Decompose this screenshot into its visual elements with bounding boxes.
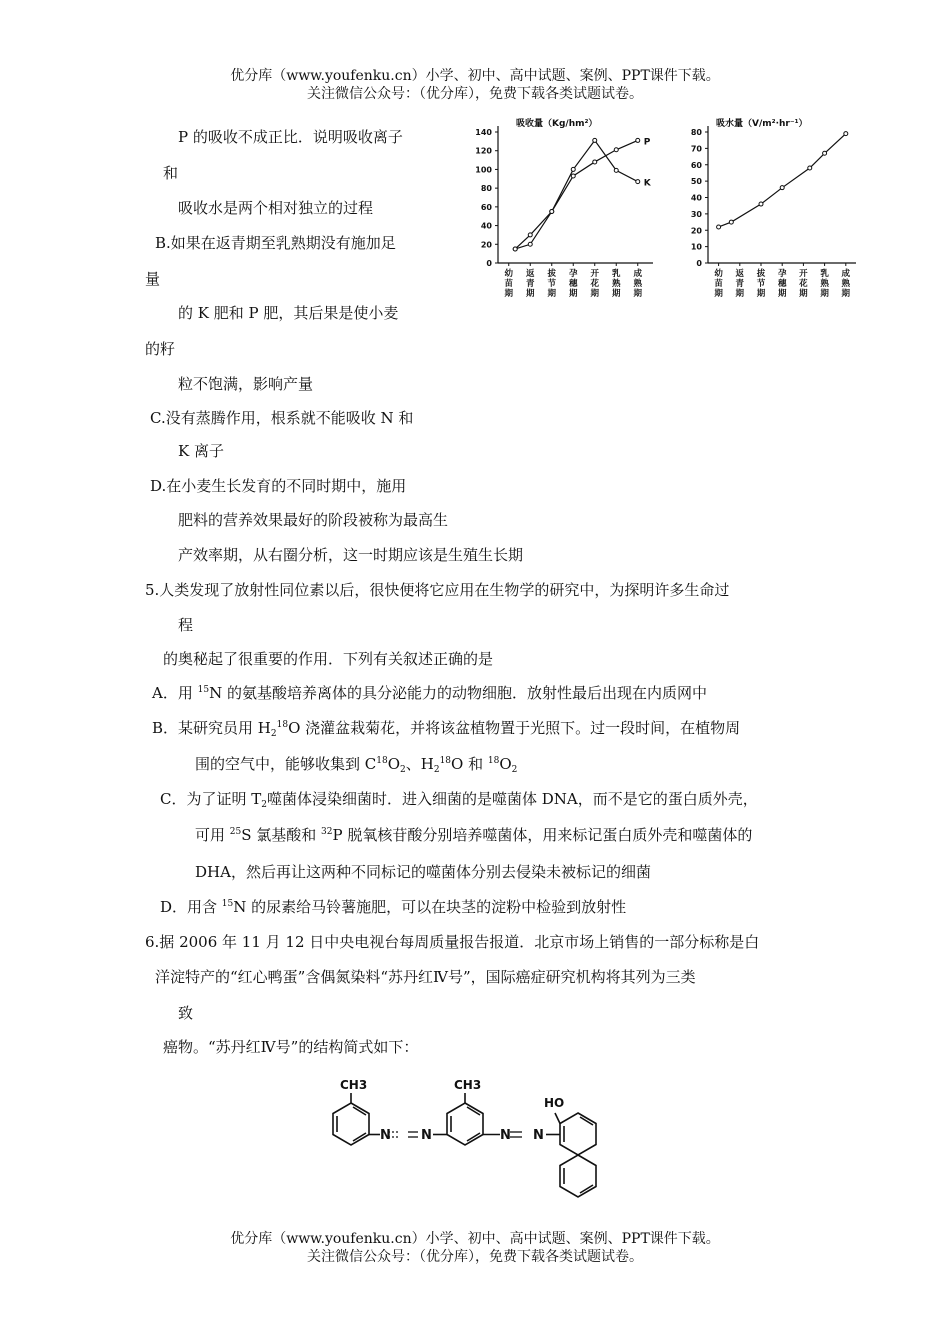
q6-stem-line-1: 6.据 2006 年 11 月 12 日中央电视台每周质量报告报道．北京市场上销售的一部分标称是白 [145, 933, 760, 951]
q4-option-d-line-1: D.在小麦生长发育的不同时期中，施用 [150, 477, 407, 495]
c2-y-tick-label: 40 [690, 193, 702, 203]
c2-x-tick-label: 孕穗期 [777, 269, 787, 299]
c1-data-point [593, 138, 597, 142]
c1-data-point [593, 160, 597, 164]
c2-series-line-吸水量 [719, 134, 846, 227]
c2-data-point [729, 220, 733, 224]
absorption-chart-axes [498, 126, 653, 263]
q5-option-b-line-2: 围的空气中，能够收集到 $C^{18}O_2$、$H_2^{18}O$ 和 $^{18}O_2$ [195, 755, 518, 775]
page-footer-line-2: 关注微信公众号：（优分库），免费下载各类试题试卷。 [307, 1249, 643, 1265]
q6-stem-line-3: 致 [178, 1004, 194, 1022]
q4-option-c-line-1: C.没有蒸腾作用，根系就不能吸收 N 和 [150, 409, 414, 427]
c2-y-tick-label: 0 [696, 259, 702, 268]
q4-option-d-line-3: 产效率期，从右圈分析，这一时期应该是生殖生长期 [178, 546, 524, 564]
c1-data-point [513, 247, 517, 251]
c2-x-tick-label: 开花期 [799, 269, 808, 299]
c2-data-point [717, 225, 721, 229]
page-header-line-1: 优分库（www.youfenku.cn）小学、初中、高中试题、案例、PPT课件下载。 [230, 68, 720, 84]
c2-data-point [844, 132, 848, 136]
page-footer-line-1: 优分库（www.youfenku.cn）小学、初中、高中试题、案例、PPT课件下载。 [230, 1231, 720, 1247]
q5-option-c-line-3: DHA，然后再让这两种不同标记的噬菌体分别去侵染未被标记的细菌 [195, 863, 651, 881]
c1-y-tick-label: 80 [480, 184, 492, 194]
c1-y-tick-label: 100 [475, 165, 492, 175]
c1-data-point [636, 180, 640, 184]
ch3-label-left: CH3 [340, 1078, 368, 1092]
c2-data-point [823, 151, 827, 155]
c1-y-tick-label: 60 [480, 202, 492, 212]
c1-x-tick-label: 幼苗期 [504, 269, 514, 299]
q4-option-b-line-1: B.如果在返青期至乳熟期没有施加足 [155, 234, 396, 252]
q5-option-a: A．用 $^{15}$N 的氨基酸培养离体的具分泌能力的动物细胞．放射性最后出现在内质网中 [152, 684, 707, 702]
absorption-chart [458, 115, 663, 305]
c1-series-line-K [515, 140, 638, 249]
q4-option-c-line-2: K 离子 [178, 442, 224, 460]
sudan-iv-structure [300, 1075, 630, 1200]
c2-y-tick-label: 50 [690, 177, 702, 187]
q4-option-b-line-3: 的 K 肥和 P 肥，其后果是使小麦 [178, 304, 399, 322]
c1-y-tick-label: 0 [486, 259, 492, 268]
c1-data-point [636, 138, 640, 142]
q4-option-a-line-1: P 的吸收不成正比．说明吸收离子 [178, 128, 403, 146]
q4-option-a-line-2: 和 [163, 164, 179, 182]
c1-data-point [571, 174, 575, 178]
c1-x-tick-label: 孕穗期 [568, 269, 578, 299]
q5-stem-line-2: 程 [178, 616, 194, 634]
c2-x-tick-label: 幼苗期 [714, 269, 723, 299]
n-atom-4: N [533, 1128, 544, 1143]
c1-data-point [550, 210, 554, 214]
q4-option-b-line-4: 的籽 [145, 340, 176, 358]
c2-x-tick-label: 乳熟期 [820, 269, 829, 299]
c1-x-tick-label: 开花期 [590, 269, 600, 299]
n-atom-2: N [421, 1128, 432, 1143]
ch3-label-middle: CH3 [454, 1078, 482, 1092]
c1-series-line-P [515, 140, 638, 249]
c1-series-label: K [643, 178, 651, 189]
c2-y-tick-label: 70 [690, 144, 702, 154]
q4-option-b-line-2: 量 [145, 270, 161, 288]
c1-y-tick-label: 20 [480, 240, 492, 250]
q4-option-a-line-3: 吸收水是两个相对独立的过程 [178, 199, 374, 217]
c1-data-point [528, 233, 532, 237]
q5-option-c-line-1: C．为了证明 $T_2$噬菌体浸染细菌时．进入细菌的是噬菌体 DNA，而不是它的蛋白质外壳， [160, 790, 758, 810]
q5-option-d: D．用含 $^{15}$N 的尿素给马铃薯施肥，可以在块茎的淀粉中检验到放射性 [160, 898, 627, 916]
c2-y-tick-label: 60 [690, 160, 702, 170]
c1-y-tick-label: 40 [480, 221, 492, 231]
c1-data-point [614, 148, 618, 152]
c1-data-point [614, 168, 618, 172]
n-atom-1: N [380, 1128, 391, 1143]
c2-x-tick-label: 返青期 [735, 269, 745, 299]
q5-option-c-line-2: 可用 $^{25}$S 氯基酸和 $^{32}$P 脱氧核苷酸分别培养噬菌体，用来标记蛋白质外壳和噬菌体的 [195, 826, 753, 844]
c1-x-tick-label: 返青期 [525, 269, 535, 299]
q4-option-d-line-2: 肥料的营养效果最好的阶段被称为最高生 [178, 511, 449, 529]
c2-data-point [759, 202, 763, 206]
c1-x-tick-label: 成熟期 [633, 269, 643, 299]
q4-option-b-line-5: 粒不饱满，影响产量 [178, 375, 314, 393]
c2-y-tick-label: 30 [690, 209, 702, 219]
water-absorption-chart [686, 115, 866, 305]
c2-x-tick-label: 成熟期 [841, 269, 851, 299]
c1-data-point [571, 167, 575, 171]
page-header-line-2: 关注微信公众号：（优分库），免费下载各类试题试卷。 [307, 86, 643, 102]
c1-x-tick-label: 拔节期 [547, 269, 557, 299]
c2-data-point [780, 186, 784, 190]
c1-series-label: P [643, 137, 651, 148]
q6-stem-line-4: 癌物。“苏丹红Ⅳ号”的结构简式如下： [163, 1038, 419, 1056]
c1-x-tick-label: 乳熟期 [611, 269, 621, 299]
q6-stem-line-2: 洋淀特产的“红心鸭蛋”含偶氮染料“苏丹红Ⅳ号”，国际癌症研究机构将其列为三类 [155, 968, 696, 986]
c1-data-point [528, 242, 532, 246]
q5-stem-line-1: 5.人类发现了放射性同位素以后，很快便将它应用在生物学的研究中，为探明许多生命过 [145, 581, 730, 599]
n-atom-3: N [500, 1128, 511, 1143]
c2-y-tick-label: 20 [690, 226, 702, 236]
c2-y-tick-label: 10 [690, 242, 702, 252]
c2-x-tick-label: 拔节期 [756, 269, 766, 299]
absorption-chart-title: 吸收量（Kg/hm²） [516, 119, 598, 129]
water-chart-axes [708, 126, 856, 263]
q5-stem-line-3: 的奥秘起了很重要的作用．下列有关叙述正确的是 [163, 650, 494, 668]
q5-option-b-line-1: B．某研究员用 $H_2^{18}O$ 浇灌盆栽菊花，并将该盆植物置于光照下。过一段时间，在植物周 [152, 719, 741, 739]
c1-y-tick-label: 140 [475, 128, 492, 137]
ho-label: HO [544, 1096, 565, 1110]
c2-data-point [808, 166, 812, 170]
c1-y-tick-label: 120 [475, 146, 492, 156]
water-chart-title: 吸水量（V/m²·hr⁻¹） [716, 119, 808, 129]
c2-y-tick-label: 80 [690, 128, 702, 137]
